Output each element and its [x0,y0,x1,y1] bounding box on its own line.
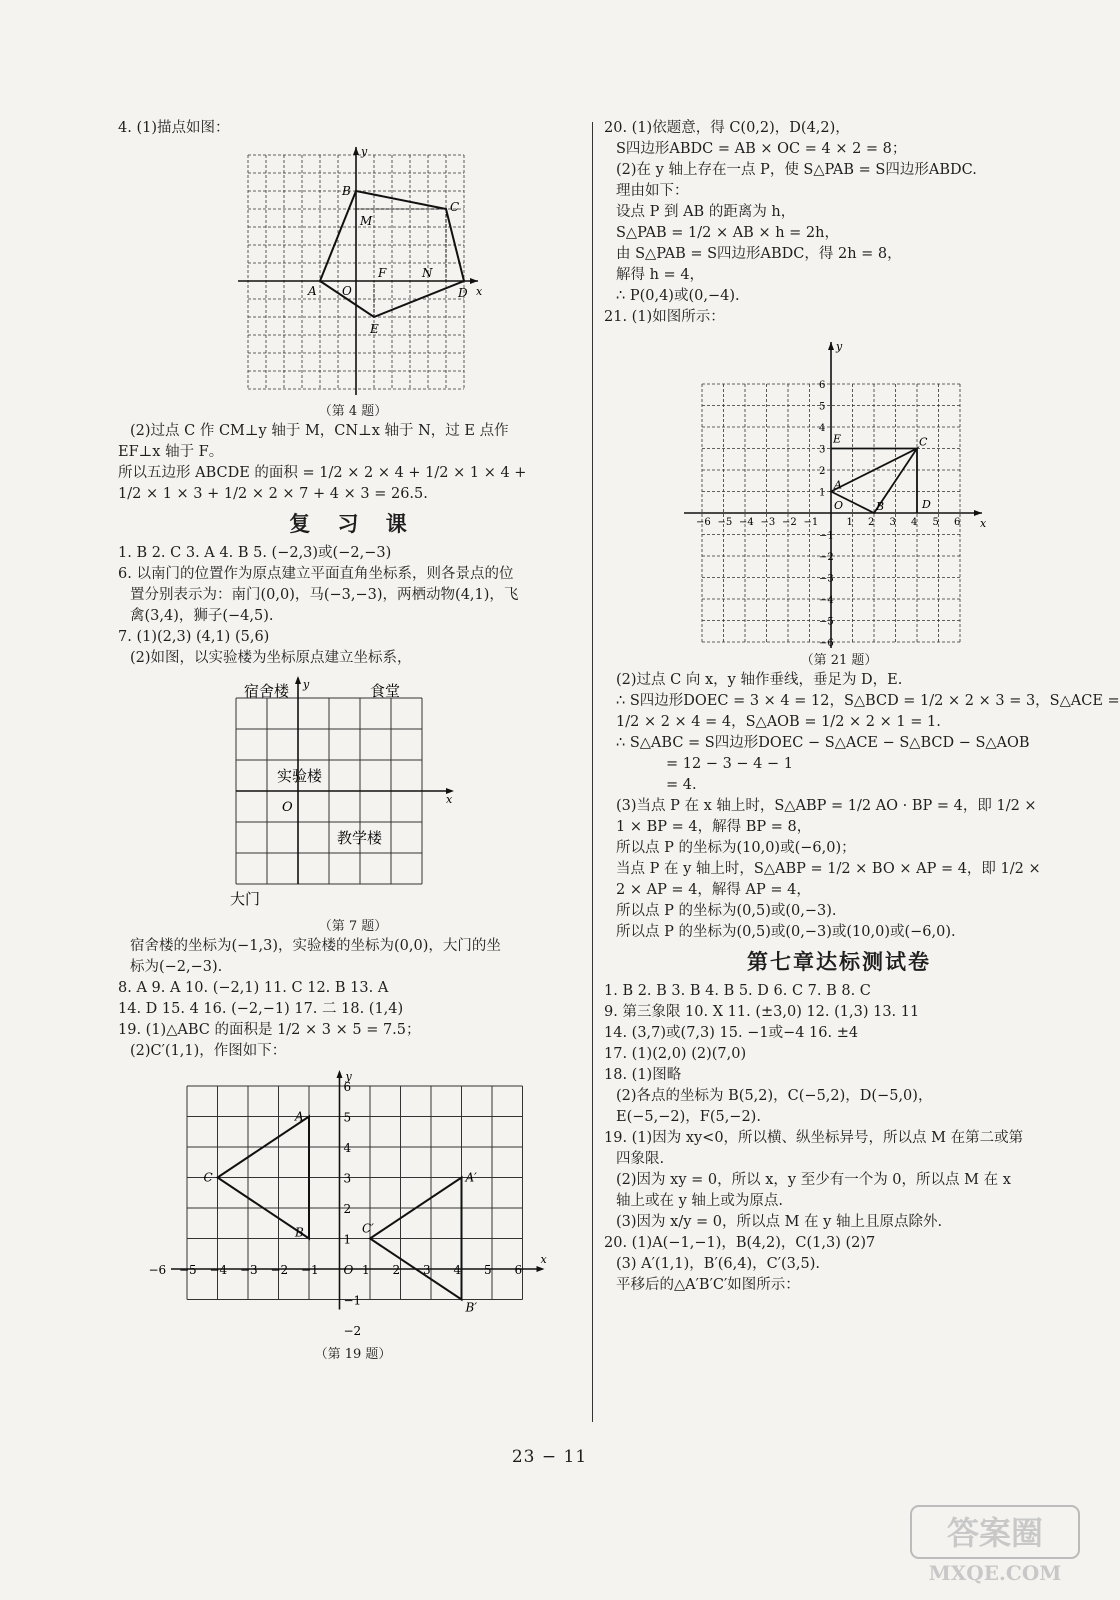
q21-label-A: A [834,478,842,492]
q21-xtick: −4 [739,517,754,528]
q6-line3: 禽(3,4)，狮子(−4,5). [130,608,274,624]
q7-y-label: y [303,678,310,691]
q4-label-A: A [308,284,317,298]
q21-text-7: (3)当点 P 在 x 轴上时，S△ABP = 1/2 AO · BP = 4，即 1/2 × [616,798,1037,814]
q4-label-B: B [342,184,351,198]
q19-label-C2: C′ [362,1221,374,1236]
q21-y-arrow [828,342,834,350]
q20-line6: S△PAB = 1/2 × AB × h = 2h， [616,225,839,241]
ch7-line-6: (2)各点的坐标为 B(5,2)，C(−5,2)，D(−5,0)， [616,1088,933,1104]
q21-xtick: 6 [954,517,961,528]
q19-origin: O [343,1263,354,1277]
q21-text-9: 所以点 P 的坐标为(10,0)或(−6,0)； [616,840,856,856]
ch7-line-3: 14. (3,7)或(7,3) 15. −1或−4 16. ±4 [604,1025,859,1041]
q19-label-B2: B′ [465,1300,478,1315]
q21-label-E: E [833,432,842,446]
caption-q19: （第 19 题） [314,1347,392,1362]
q20-line7: 由 S△PAB = S四边形ABDC，得 2h = 8， [616,246,902,262]
ch7-line-9: 四象限. [616,1151,665,1167]
q21-xtick: 4 [911,517,918,528]
page-number: 23 − 11 [511,1447,588,1467]
q19-ytick: 2 [343,1202,352,1216]
q21-xtick: −6 [696,517,711,528]
q21-ytick: −4 [819,595,834,606]
q19-line2: (2)C′(1,1)，作图如下： [130,1043,287,1059]
q21-ytick: 2 [819,466,826,477]
q21-text-10: 当点 P 在 y 轴上时，S△ABP = 1/2 × BO × AP = 4，即 1/2 × [616,861,1041,877]
q21-text-3: 1/2 × 2 × 4 = 4，S△AOB = 1/2 × 2 × 1 = 1. [616,714,941,730]
q19-label-B: B [295,1225,304,1240]
q21-text-2: ∴ S四边形DOEC = 3 × 4 = 12，S△BCD = 1/2 × 2 × 3 = 3，S△ACE = [616,693,1120,709]
answers-8-13: 8. A 9. A 10. (−2,1) 11. C 12. B 13. A [118,980,389,996]
q4-line1: 4. (1)描点如图： [118,120,230,136]
q19-xtick: −1 [301,1263,319,1277]
q4-pentagon [320,191,464,317]
q4-line2: (2)过点 C 作 CM⊥y 轴于 M，CN⊥x 轴于 N，过 E 点作 [130,423,509,439]
q19-ytick: 1 [343,1232,352,1247]
q19-xtick: −4 [209,1263,228,1277]
q21-text-4: ∴ S△ABC = S四边形DOEC − S△ACE − S△BCD − S△AOB [616,735,1030,751]
q19-label-A2: A′ [465,1170,477,1185]
q6-line2: 置分别表示为：南门(0,0)，马(−3,−3)，两栖动物(4,1)，飞 [130,587,519,603]
q21-xtick: 1 [846,517,853,528]
q7-label-O: O [282,800,293,815]
q6-line1: 6. 以南门的位置作为原点建立平面直角坐标系，则各景点的位 [118,566,514,582]
q20-line4: 理由如下： [616,183,689,199]
q21-y-label: y [836,340,843,353]
q19-xtick: 1 [362,1263,370,1277]
q4-y-arrow [353,147,359,155]
q19-ytick: 5 [343,1110,352,1125]
q19-ytick: 4 [343,1141,352,1155]
q20-line9: ∴ P(0,4)或(0,−4). [616,288,740,304]
q7-y-arrow [295,676,301,684]
q19-x-label: x [540,1253,547,1266]
q7-label-canteen: 食堂 [370,682,401,700]
q7-line1: 7. (1)(2,3) (4,1) (5,6) [118,629,270,645]
q19-xtick: 2 [392,1263,401,1277]
ch7-line-5: 18. (1)图略 [604,1067,682,1083]
q21-xtick: 2 [868,517,875,528]
q19-label-A: A [295,1109,304,1124]
ch7-line-12: (3)因为 x/y = 0，所以点 M 在 y 轴上且原点除外. [616,1214,943,1230]
caption-q4: （第 4 题） [318,404,388,419]
caption-q7: （第 7 题） [318,919,388,934]
q20-line2: S四边形ABDC = AB × OC = 4 × 2 = 8； [616,141,907,157]
q4-line5: 1/2 × 1 × 3 + 1/2 × 2 × 7 + 4 × 3 = 26.5. [118,486,428,502]
q19-xtick: 5 [484,1263,492,1277]
q21-text-5: = 12 − 3 − 4 − 1 [666,756,793,772]
q7-label-gate: 大门 [230,890,261,908]
q21-line1: 21. (1)如图所示： [604,309,725,325]
q21-ytick: −3 [819,573,834,585]
ch7-line-11: 轴上或在 y 轴上或为原点. [616,1193,784,1209]
q4-y-label: y [361,145,368,158]
q21-text-6: = 4. [666,777,697,793]
q21-ytick: −1 [819,530,834,542]
q20-line8: 解得 h = 4， [616,267,705,283]
ch7-line-10: (2)因为 xy = 0，所以 x，y 至少有一个为 0，所以点 M 在 x [616,1172,1011,1188]
q4-label-E: E [370,322,379,336]
q7-x-label: x [446,793,453,806]
q19-y-label: y [345,1070,352,1083]
q4-label-O: O [342,284,352,298]
right-column [604,118,1120,1296]
ch7-line-8: 19. (1)因为 xy<0，所以横、纵坐标异号，所以点 M 在第二或第 [604,1130,1024,1146]
q19-line1: 19. (1)△ABC 的面积是 1/2 × 3 × 5 = 7.5； [118,1022,421,1038]
q21-text-12: 所以点 P 的坐标为(0,5)或(0,−3). [616,903,837,919]
q21-x-arrow [974,510,982,516]
q21-ytick: 3 [819,444,826,456]
caption-q21: （第 21 题） [800,653,878,668]
q21-xtick: −2 [782,517,797,528]
answers-14-18: 14. D 15. 4 16. (−2,−1) 17. 二 18. (1,4) [118,1001,404,1017]
q21-xtick: 3 [889,517,896,528]
section-title-ch7: 第七章达标测试卷 [747,949,931,974]
q4-line3: EF⊥x 轴于 F。 [118,444,224,460]
figure-q4 [238,143,483,403]
q21-xtick: −5 [717,517,733,528]
q21-x-label: x [980,517,987,530]
q19-x-arrow [537,1266,545,1272]
ch7-line-14: (3) A′(1,1)，B′(6,4)，C′(3,5). [616,1256,820,1272]
q4-label-N: N [422,266,433,280]
q19-ytick: −1 [343,1293,362,1308]
q21-xtick: −3 [760,517,776,528]
q21-label-C: C [919,435,928,449]
q21-ytick: 1 [819,487,826,499]
q19-xtick: 3 [423,1263,431,1277]
q4-x-label: x [476,285,483,298]
svg-text:答案圈: 答案圈 [946,1514,1044,1552]
figure-q21 [684,332,994,652]
q19-label-C: C [203,1170,213,1185]
q20-line1: 20. (1)依题意，得 C(0,2)，D(4,2)， [604,120,850,136]
q4-label-C: C [450,200,460,214]
q21-text-11: 2 × AP = 4，解得 AP = 4， [616,882,811,898]
q19-xtick: −2 [270,1263,289,1277]
ch7-line-13: 20. (1)A(−1,−1)，B(4,2)，C(1,3) (2)7 [604,1235,876,1251]
q21-ytick: −5 [819,616,834,628]
section-title-review: 复 习 课 [289,511,417,536]
q20-line5: 设点 P 到 AB 的距离为 h， [616,204,796,220]
q7-label-teach: 教学楼 [337,829,383,847]
q20-line3: (2)在 y 轴上存在一点 P，使 S△PAB = S四边形ABDC. [616,162,977,178]
q21-ytick: 5 [819,401,826,413]
q7-line2: (2)如图，以实验楼为坐标原点建立坐标系， [130,650,412,666]
figure-q19 [148,1066,553,1346]
ch7-line-2: 9. 第三象限 10. X 11. (±3,0) 12. (1,3) 13. 11 [604,1004,920,1020]
q19-xtick: −5 [179,1263,197,1277]
watermark-logo [905,1500,1085,1590]
q7-label-lab: 实验楼 [277,767,323,785]
q21-text-1: (2)过点 C 向 x，y 轴作垂线，垂足为 D，E. [616,672,903,688]
answers-1-5: 1. B 2. C 3. A 4. B 5. (−2,3)或(−2,−3) [118,545,392,561]
q4-x-arrow [470,278,478,284]
ch7-line-4: 17. (1)(2,0) (2)(7,0) [604,1046,747,1062]
q21-label-O: O [834,499,844,512]
q19-xtick: −3 [240,1263,258,1277]
q19-ytick: −2 [343,1324,362,1338]
q19-ytick: 6 [343,1080,352,1094]
q21-label-D: D [922,498,931,511]
q21-xtick: −1 [803,517,819,528]
q21-ytick: 6 [819,380,826,391]
q4-label-F: F [378,266,387,280]
q21-ytick: −6 [819,638,834,649]
q19-y-arrow [337,1070,343,1078]
q21-ytick: −2 [819,552,834,563]
ch7-line-15: 平移后的△A′B′C′如图所示： [616,1277,800,1293]
q21-label-B: B [876,500,885,513]
q21-ytick: 4 [819,423,826,434]
q4-label-D: D [458,286,468,300]
q4-label-M: M [360,214,373,228]
q7-line4: 标为(−2,−3). [130,959,223,975]
figure-q7 [228,673,478,918]
q19-xtick: −6 [148,1263,167,1277]
q21-text-8: 1 × BP = 4，解得 BP = 8， [616,819,812,835]
q19-xtick: 4 [453,1263,462,1277]
left-column [118,118,588,1364]
q4-line4: 所以五边形 ABCDE 的面积 = 1/2 × 2 × 4 + 1/2 × 1 × 4 + [118,465,527,481]
q21-xtick: 5 [932,517,939,528]
ch7-line-1: 1. B 2. B 3. B 4. B 5. D 6. C 7. B 8. C [604,983,871,999]
q7-label-dorm: 宿舍楼 [244,682,290,700]
svg-text:MXQE.COM: MXQE.COM [928,1561,1062,1585]
q21-text-13: 所以点 P 的坐标为(0,5)或(0,−3)或(10,0)或(−6,0). [616,924,956,940]
q19-ytick: 3 [343,1171,352,1186]
q7-line3: 宿舍楼的坐标为(−1,3)，实验楼的坐标为(0,0)，大门的坐 [130,938,501,954]
q19-xtick: 6 [514,1263,523,1277]
ch7-line-7: E(−5,−2)，F(5,−2). [616,1109,761,1125]
column-divider [592,122,593,1422]
